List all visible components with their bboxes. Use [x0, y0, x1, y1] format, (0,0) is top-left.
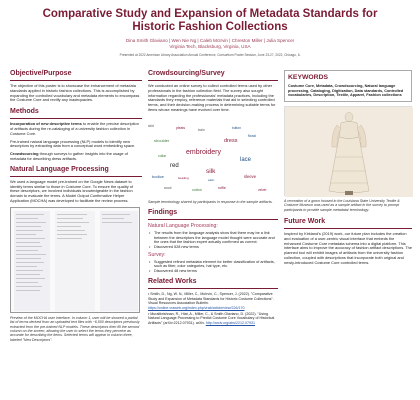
methods-item-1: Incorporation of new descriptive terms to enable the precise description of artifacts during the re-cataloging of a university fashion collection in Costume Core.	[10, 121, 139, 136]
list-item: • Discovered 528 new terms	[148, 245, 278, 250]
word-cloud-term: pleats	[176, 125, 186, 130]
section-divider	[148, 80, 278, 81]
findings-nlp-subheading: Natural Language Processing:	[148, 223, 218, 230]
column-right	[284, 70, 412, 269]
word-cloud-term: embroidery	[186, 148, 222, 156]
gown-caption: A recreation of a gown housed in the Louisiana State University Textile & Costume Museum was used as a sample artifact in the survey to prompt participants to provide sample metadata/ terminology.	[284, 198, 400, 212]
word-cloud-term: cotton	[192, 187, 202, 192]
word-cloud-term: velvet	[258, 187, 267, 192]
methods-heading: Methods	[10, 108, 39, 116]
word-cloud-term: silk	[206, 167, 216, 175]
gown-icon	[285, 107, 413, 197]
related-work-link[interactable]: http://arxiv.org/abs/2212.07931	[205, 320, 256, 325]
future-work-heading: Future Work	[284, 218, 326, 225]
mocha-interface-screenshot	[10, 207, 140, 313]
word-cloud-term: ruffle	[218, 185, 226, 190]
section-divider	[10, 118, 142, 119]
keywords-text: Costume Core, Metadata, Crowdsourcing, Natural language processing, Cataloging, Digitization, Data standards, Controlled vocabularies, Description, Textile, Apparel, Fashion collections	[288, 84, 404, 98]
future-work-text: Inspired by Kirkland's (2019) work, our future plan includes the creation and evaluation of a user-centric visual interface that embeds the enhanced Costume Core metadata schema into a digital platform. This interface aims to improve the accuracy of fashion artifact descriptions. The planned tool will exhibit images of artifacts from the university fashion collection, coupled with descriptions that incorporate both original and newly-introduced Costume Core controlled terms.	[284, 231, 412, 265]
findings-heading: Findings	[148, 209, 178, 217]
word-cloud-term: satin	[208, 177, 215, 182]
poster-authors: Dina Smith Glaviano | Wen Nie Ng | Caleb McIrvin | Chreston Miller | Julia Spencer	[125, 38, 295, 43]
methods-item-2: Pre-trained natural language processing (NLP) models to identify new descriptors by extracting data from a conceptual word embedding space.	[10, 138, 136, 149]
objective-text: The objective of this poster is to showcase the enhancement of metadata standards applied in historic fashion collections. This is accomplished by expanding the controlled vocabulary and metadata elements to encompass the Costume Core and rectify any inadequacies.	[10, 83, 140, 103]
section-divider	[148, 219, 278, 220]
findings-survey-subheading: Survey:	[148, 251, 166, 258]
section-divider	[10, 176, 142, 177]
section-divider	[148, 288, 278, 289]
column-left	[10, 70, 142, 342]
list-item: • Discovered 48 new terms	[148, 269, 278, 274]
word-cloud-term: collar	[158, 153, 167, 158]
nlp-text: We used a language model pre-trained on the Google News dataset to identify terms similar to those in Costume Core. To ensure the quality of these descriptors, we involved individuals knowledgeable in the fashion domain to evaluate the terms. A Model Output Confirmative Helper Application (MOCHA) was developed to facilitate the review process.	[10, 178, 133, 203]
section-divider	[10, 80, 142, 81]
related-works-heading: Related Works	[148, 278, 197, 286]
survey-text: We conducted an online survey to collect controlled terms used by other professionals in the fashion collection field. The survey also sought information regarding the professionals' metadata practices, including the standards they employ, reference materials that aid in selecting controlled terms, and their decision-making process in determining suitable terms for items whose meanings have evolved over time.	[148, 83, 276, 112]
word-cloud-term: train	[198, 127, 205, 132]
gown-photo	[284, 106, 412, 196]
findings-survey-list	[148, 260, 278, 274]
word-cloud-term: shoulder	[154, 137, 170, 143]
word-cloud-term: floral	[248, 133, 256, 138]
related-work-link[interactable]: https://online.vraweb.org/index.php/vrab/article/view/226/170	[148, 305, 245, 310]
keywords-heading: KEYWORDS	[288, 74, 329, 81]
word-cloud-term: red	[170, 162, 179, 169]
mocha-caption: Preview of the MOCHA user interface. In column 1, user will be showed a partial list of terms derived from an uploaded text files with ~6,500 descriptors previously extracted from the pre-trained NLP models. These descriptors then fill the second column on the screen, allowing the user to select the terms they perceive as accurate for describing the items. Selected terms will appear in column three, labeled "New Descriptors".	[10, 315, 140, 342]
keywords-box	[284, 70, 412, 102]
column-middle	[148, 70, 278, 327]
word-cloud-term: wool	[164, 185, 172, 190]
poster-header	[0, 0, 420, 64]
poster-presented-at: Presented at 2022 American Library Association Annual Conference, Consortium Poster Session, June 23-27, 2022, Chicago, IL	[119, 53, 301, 57]
poster-affiliation: Virginia Tech, Blacksburg, Virginia, USA	[169, 44, 251, 49]
findings-nlp-list	[148, 231, 278, 249]
survey-word-cloud	[148, 117, 276, 197]
objective-heading: Objective/Purpose	[10, 70, 72, 77]
word-cloud-term: button	[232, 125, 241, 130]
word-cloud-term: beading	[178, 175, 189, 180]
poster-title: Comparative Study and Expansion of Metadata Standards for Historic Fashion Collections	[42, 8, 378, 33]
related-work-item: • Muralikrishnan, R., Hiat, A., Miller, C., & Smith Glaviano, D. (2022). "Using Natural Language Processing to Predict Costume Core Vocabulary of Historical Artifacts" (arXiv:2212.07931). arXiv. http://arxiv.org/abs/2212.07931	[148, 311, 275, 325]
nlp-heading: Natural Language Processing	[10, 165, 109, 173]
word-cloud-term: sleeve	[244, 173, 257, 179]
section-divider	[284, 228, 412, 229]
methods-item-3: Crowdsourcing through surveys to gather insights into the usage of metadata for describing dress artifacts.	[10, 151, 128, 161]
word-cloud-term: lace	[240, 156, 252, 163]
survey-heading: Crowdsourcing/Survey	[148, 70, 225, 77]
related-work-item: • Smith, D., Ng, W. N., Miller, C., McIrvin, C., Spencer, J. (2022). "Comparative Study and Expansion of Metadata Standards for Historic Costume Collections". Visual Resources Association Bulletin. https://online.vraweb.org/index.php/vrab/article/view/226/170	[148, 292, 274, 310]
word-cloud-term: bodice	[152, 173, 164, 179]
list-item: • Suggested refined metadata element for better classification of artifacts, such as fiber, color categories, hat type, etc.	[148, 260, 278, 269]
word-cloud-caption: Sample terminology shared by participants in response to the sample artifacts.	[148, 199, 273, 204]
word-cloud-term: skirt	[148, 123, 154, 128]
word-cloud-term: dress	[224, 137, 238, 144]
list-item: • The results from the language analysis show that there may be a link between the descriptors the language model thought were accurate and the ones that the fashion expert actually confirmed as correct.	[148, 231, 278, 245]
